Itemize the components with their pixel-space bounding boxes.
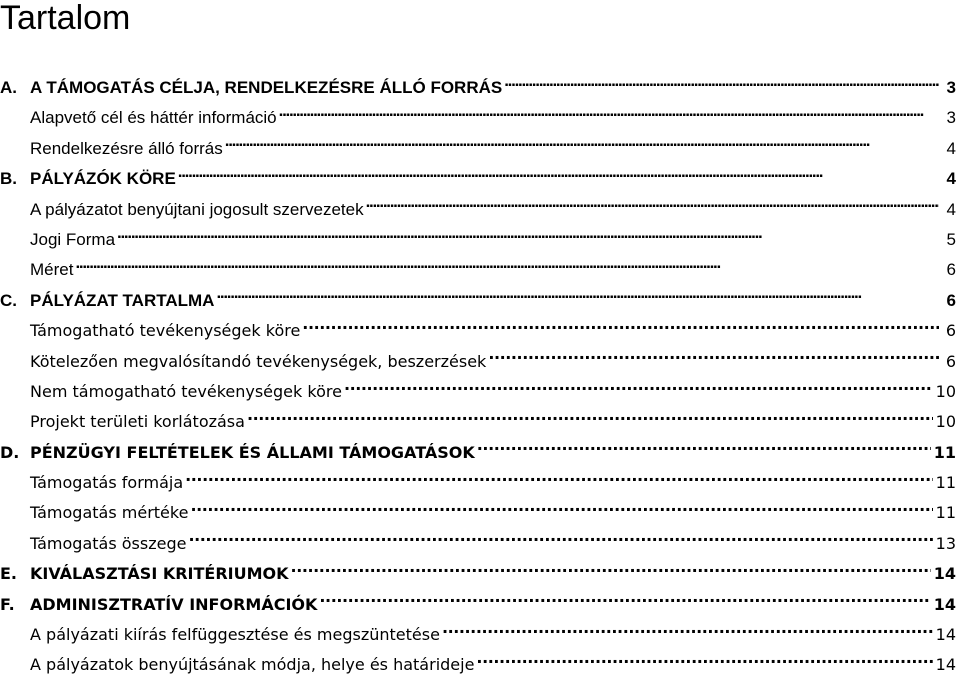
toc-entry-section-c[interactable]: [0, 286, 960, 316]
toc-entry-letter: E.: [0, 564, 18, 584]
toc-entry-label: Projekt területi korlátozása: [30, 412, 245, 432]
toc-entry-section-d[interactable]: [0, 438, 960, 468]
toc-entry-label: Kötelezően megvalósítandó tevékenységek, beszerzések: [30, 351, 487, 371]
dot-leader: [279, 111, 939, 123]
dot-leader: [117, 233, 939, 245]
dot-leader: [225, 142, 939, 154]
toc-entry-letter: F.: [0, 594, 15, 614]
toc-entry[interactable]: [0, 468, 960, 498]
toc-entry-letter: D.: [0, 442, 20, 462]
toc-entry-page: 10: [935, 412, 956, 432]
toc-entry-label: PÁLYÁZAT TARTALMA: [30, 290, 215, 310]
toc-entry-page: 11: [935, 503, 956, 523]
toc-entry-label: Méret: [30, 260, 74, 280]
toc-entry-page: 14: [933, 594, 956, 614]
toc-entry-section-a[interactable]: [0, 73, 960, 103]
dot-leader: [319, 598, 930, 610]
dot-leader: [344, 385, 933, 397]
toc-entry-label: Rendelkezésre álló forrás: [30, 138, 223, 158]
page-title: Tartalom: [0, 0, 131, 37]
toc-entry-letter: A.: [0, 78, 17, 97]
toc-entry-section-f[interactable]: [0, 590, 960, 620]
toc-entry[interactable]: [0, 407, 960, 437]
dot-leader: [185, 476, 933, 488]
dot-leader: [302, 324, 939, 336]
toc-entry-label: Támogatás összege: [30, 533, 187, 553]
toc-entry-page: 3: [946, 108, 956, 128]
toc-entry[interactable]: [0, 529, 960, 559]
toc-entry[interactable]: [0, 316, 960, 346]
toc-entry-label: Támogatható tevékenységek köre: [30, 321, 301, 341]
toc-entry-label: KIVÁLASZTÁSI KRITÉRIUMOK: [30, 564, 289, 584]
toc-entry-page: 6: [946, 260, 956, 280]
toc-entry-label: PÁLYÁZÓK KÖRE: [30, 169, 176, 189]
dot-leader: [488, 355, 939, 367]
toc-entry-label: A TÁMOGATÁS CÉLJA, RENDELKEZÉSRE ÁLLÓ FORRÁS: [30, 78, 503, 97]
toc-entry[interactable]: [0, 377, 960, 407]
toc-entry-page: 14: [933, 564, 956, 584]
toc-entry-label: Támogatás formája: [30, 473, 184, 493]
toc-entry-label: Nem támogatható tevékenységek köre: [30, 381, 342, 401]
toc-entry[interactable]: [0, 134, 960, 164]
toc-entry-page: 5: [946, 229, 956, 249]
toc-entry-page: 13: [935, 533, 956, 553]
toc-entry[interactable]: [0, 103, 960, 133]
table-of-contents: [0, 73, 960, 681]
dot-leader: [216, 294, 939, 306]
toc-entry-page: 3: [946, 78, 956, 97]
dot-leader: [188, 537, 932, 549]
toc-entry-letter: C.: [0, 290, 17, 310]
dot-leader: [366, 203, 939, 215]
toc-entry-section-e[interactable]: [0, 559, 960, 589]
toc-entry-page: 6: [945, 351, 956, 371]
toc-entry-label: Jogi Forma: [30, 229, 116, 249]
toc-entry[interactable]: [0, 225, 960, 255]
toc-entry-label: A pályázati kiírás felfüggesztése és megszüntetése: [30, 625, 440, 645]
toc-entry-page: 10: [935, 381, 956, 401]
toc-entry-section-b[interactable]: [0, 164, 960, 194]
dot-leader: [75, 263, 939, 275]
dot-leader: [477, 446, 931, 458]
toc-entry-label: Alapvető cél és háttér információ: [30, 108, 277, 128]
toc-entry-page: 14: [935, 625, 956, 645]
toc-entry-page: 14: [935, 655, 956, 675]
toc-entry-label: A pályázatok benyújtásának módja, helye és határideje: [30, 655, 475, 675]
dot-leader: [476, 658, 932, 670]
toc-entry[interactable]: [0, 620, 960, 650]
toc-entry[interactable]: [0, 347, 960, 377]
toc-entry-label: A pályázatot benyújtani jogosult szervezetek: [30, 199, 364, 219]
dot-leader: [178, 172, 939, 184]
toc-entry[interactable]: [0, 498, 960, 528]
toc-entry-page: 11: [933, 442, 956, 462]
toc-entry-page: 4: [946, 138, 956, 158]
dot-leader: [504, 81, 939, 93]
toc-entry-label: PÉNZÜGYI FELTÉTELEK ÉS ÁLLAMI TÁMOGATÁSOK: [30, 442, 475, 462]
toc-entry-letter: B.: [0, 169, 17, 189]
toc-entry-page: 6: [945, 321, 956, 341]
dot-leader: [190, 506, 932, 518]
toc-entry[interactable]: [0, 650, 960, 680]
toc-entry-page: 11: [935, 473, 956, 493]
toc-entry[interactable]: [0, 195, 960, 225]
dot-leader: [291, 567, 931, 579]
toc-entry-page: 4: [946, 169, 956, 189]
dot-leader: [247, 415, 933, 427]
toc-entry-page: 6: [946, 290, 956, 310]
toc-entry-page: 4: [946, 199, 956, 219]
dot-leader: [442, 628, 933, 640]
toc-entry-label: Támogatás mértéke: [30, 503, 189, 523]
toc-entry[interactable]: [0, 255, 960, 285]
toc-entry-label: ADMINISZTRATÍV INFORMÁCIÓK: [30, 594, 318, 614]
